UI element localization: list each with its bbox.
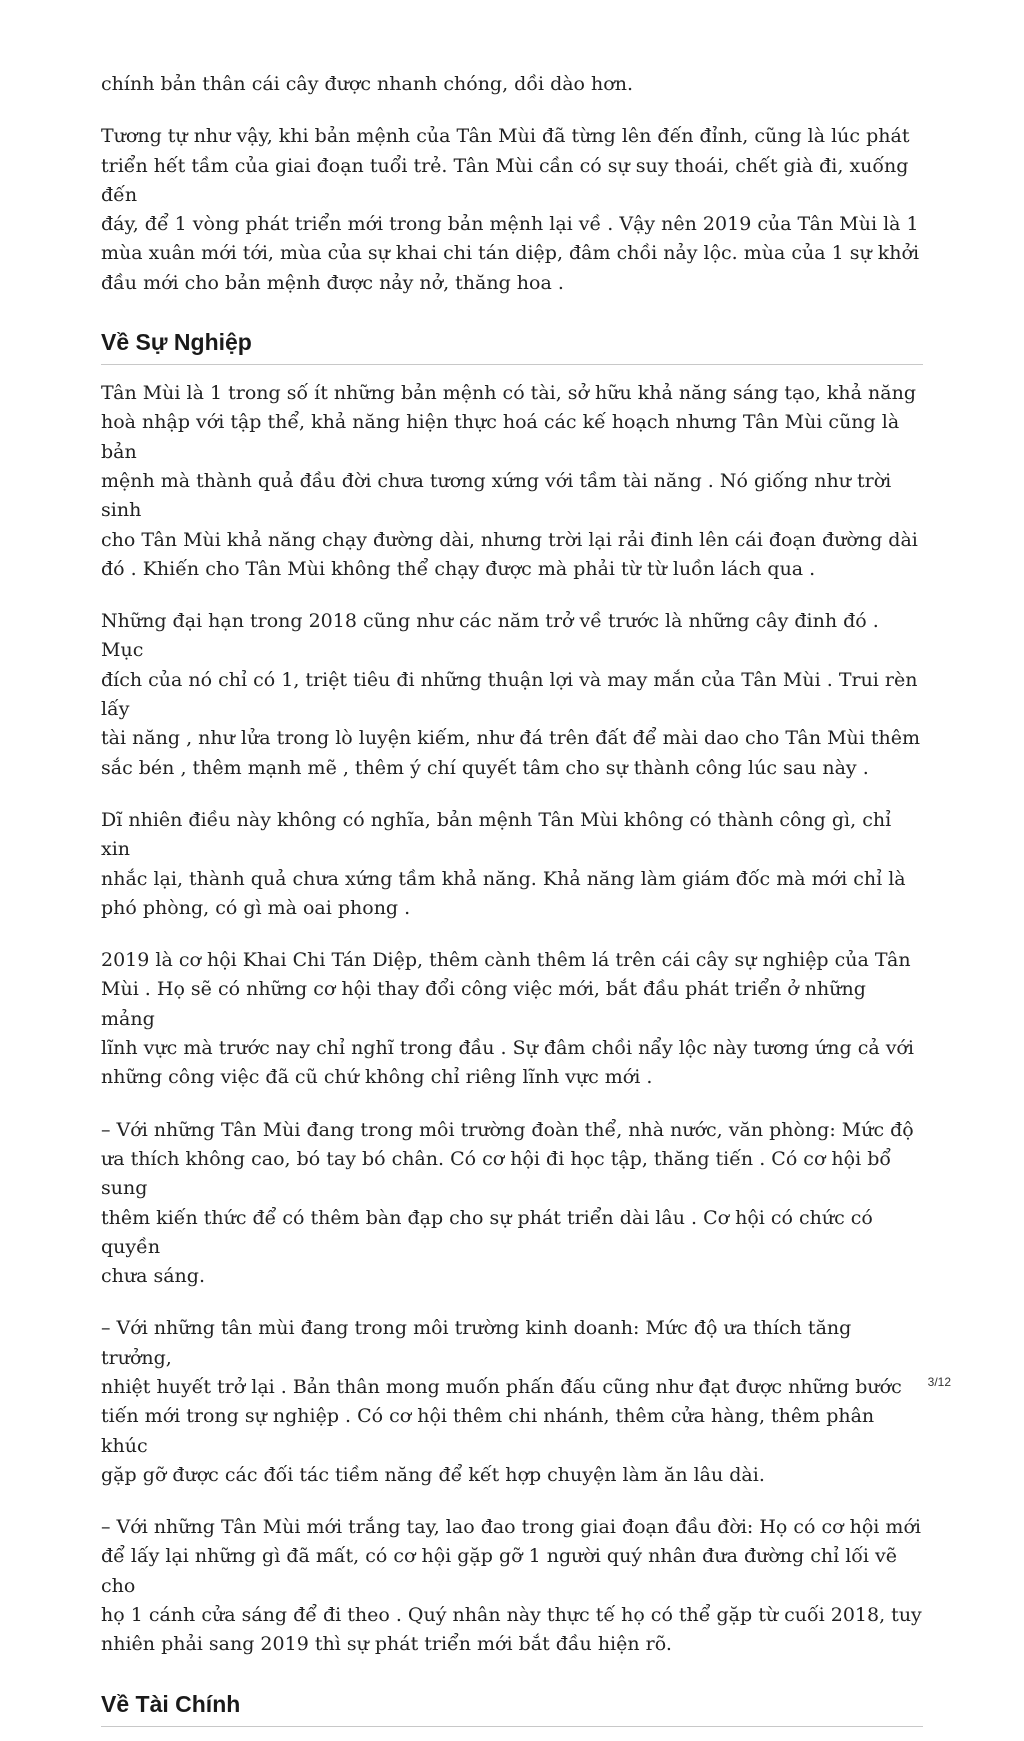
intro-paragraph-2: Tương tự như vậy, khi bản mệnh của Tân Mùi đã từng lên đến đỉnh, cũng là lúc phát triển hết tầm của giai đoạn tuổi trẻ. Tân Mùi cần có sự suy thoái, chết già đi, xuống đến đáy, để 1 vòng phát triển mới trong bản mệnh lại về . Vậy nên 2019 của Tân Mùi là 1 mùa xuân mới tới, mùa của sự khai chi tán diệp, đâm chồi nảy lộc. mùa của 1 sự khởi đầu mới cho bản mệnh được nảy nở, thăng hoa . [101,125,920,294]
section-divider [101,364,923,365]
career-paragraph-2: Những đại hạn trong 2018 cũng như các năm trở về trước là những cây đinh đó . Mục đích của nó chỉ có 1, triệt tiêu đi những thuận lợi và may mắn của Tân Mùi . Trui rèn lấy tài năng , như lửa trong lò luyện kiếm, như đá trên đất để mài dao cho Tân Mùi thêm sắc bén , thêm mạnh mẽ , thêm ý chí quyết tâm cho sự thành công lúc sau này . [101,610,921,779]
career-paragraph-5: – Với những Tân Mùi đang trong môi trường đoàn thể, nhà nước, văn phòng: Mức độ ưa thích không cao, bó tay bó chân. Có cơ hội đi học tập, thăng tiến . Có cơ hội bổ sung thêm kiến thức để có thêm bàn đạp cho sự phát triển dài lâu . Cơ hội có chức có quyền chưa sáng. [101,1118,914,1288]
section-heading-career: Về Sự Nghiệp [101,329,252,356]
career-paragraph-7: – Với những Tân Mùi mới trắng tay, lao đao trong giai đoạn đầu đời: Họ có cơ hội mới để lấy lại những gì đã mất, có cơ hội gặp gỡ 1 người quý nhân đưa đường chỉ lối vẽ cho họ 1 cánh cửa sáng để đi theo . Quý nhân này thực tế họ có thể gặp từ cuối 2018, tuy nhiên phải sang 2019 thì sự phát triển mới bắt đầu hiện rõ. [101,1516,922,1656]
page-number: 3/12 [927,1375,951,1389]
career-paragraph-4: 2019 là cơ hội Khai Chi Tán Diệp, thêm cành thêm lá trên cái cây sự nghiệp của Tân Mùi . Họ sẽ có những cơ hội thay đổi công việc mới, bắt đầu phát triển ở những mảng lĩnh vực mà trước nay chỉ nghĩ trong đầu . Sự đâm chồi nẩy lộc này tương ứng cả với những công việc đã cũ chứ không chỉ riêng lĩnh vực mới . [101,949,914,1089]
section-divider [101,1726,923,1727]
career-paragraph-3: Dĩ nhiên điều này không có nghĩa, bản mệnh Tân Mùi không có thành công gì, chỉ xin nhắc lại, thành quả chưa xứng tầm khả năng. Khả năng làm giám đốc mà mới chỉ là phó phòng, có gì mà oai phong . [101,808,906,919]
section-heading-finance: Về Tài Chính [101,1690,241,1717]
career-paragraph-1: Tân Mùi là 1 trong số ít những bản mệnh có tài, sở hữu khả năng sáng tạo, khả năng hoà nhập với tập thể, khả năng hiện thực hoá các kế hoạch nhưng Tân Mùi cũng là bản mệnh mà thành quả đầu đời chưa tương xứng với tầm tài năng . Nó giống như trời sinh cho Tân Mùi khả năng chạy đường dài, nhưng trời lại rải đinh lên cái đoạn đường dài đó . Khiến cho Tân Mùi không thể chạy được mà phải từ từ luồn lách qua . [101,382,918,580]
career-paragraph-6: – Với những tân mùi đang trong môi trường kinh doanh: Mức độ ưa thích tăng trưởng, nhiệt huyết trở lại . Bản thân mong muốn phấn đấu cũng như đạt được những bước tiến mới trong sự nghiệp . Có cơ hội thêm chi nhánh, thêm cửa hàng, thêm phân khúc gặp gỡ được các đối tác tiềm năng để kết hợp chuyện làm ăn lâu dài. [101,1317,902,1486]
intro-paragraph-1: chính bản thân cái cây được nhanh chóng, dồi dào hơn. [101,73,633,95]
document-page [101,70,923,1741]
